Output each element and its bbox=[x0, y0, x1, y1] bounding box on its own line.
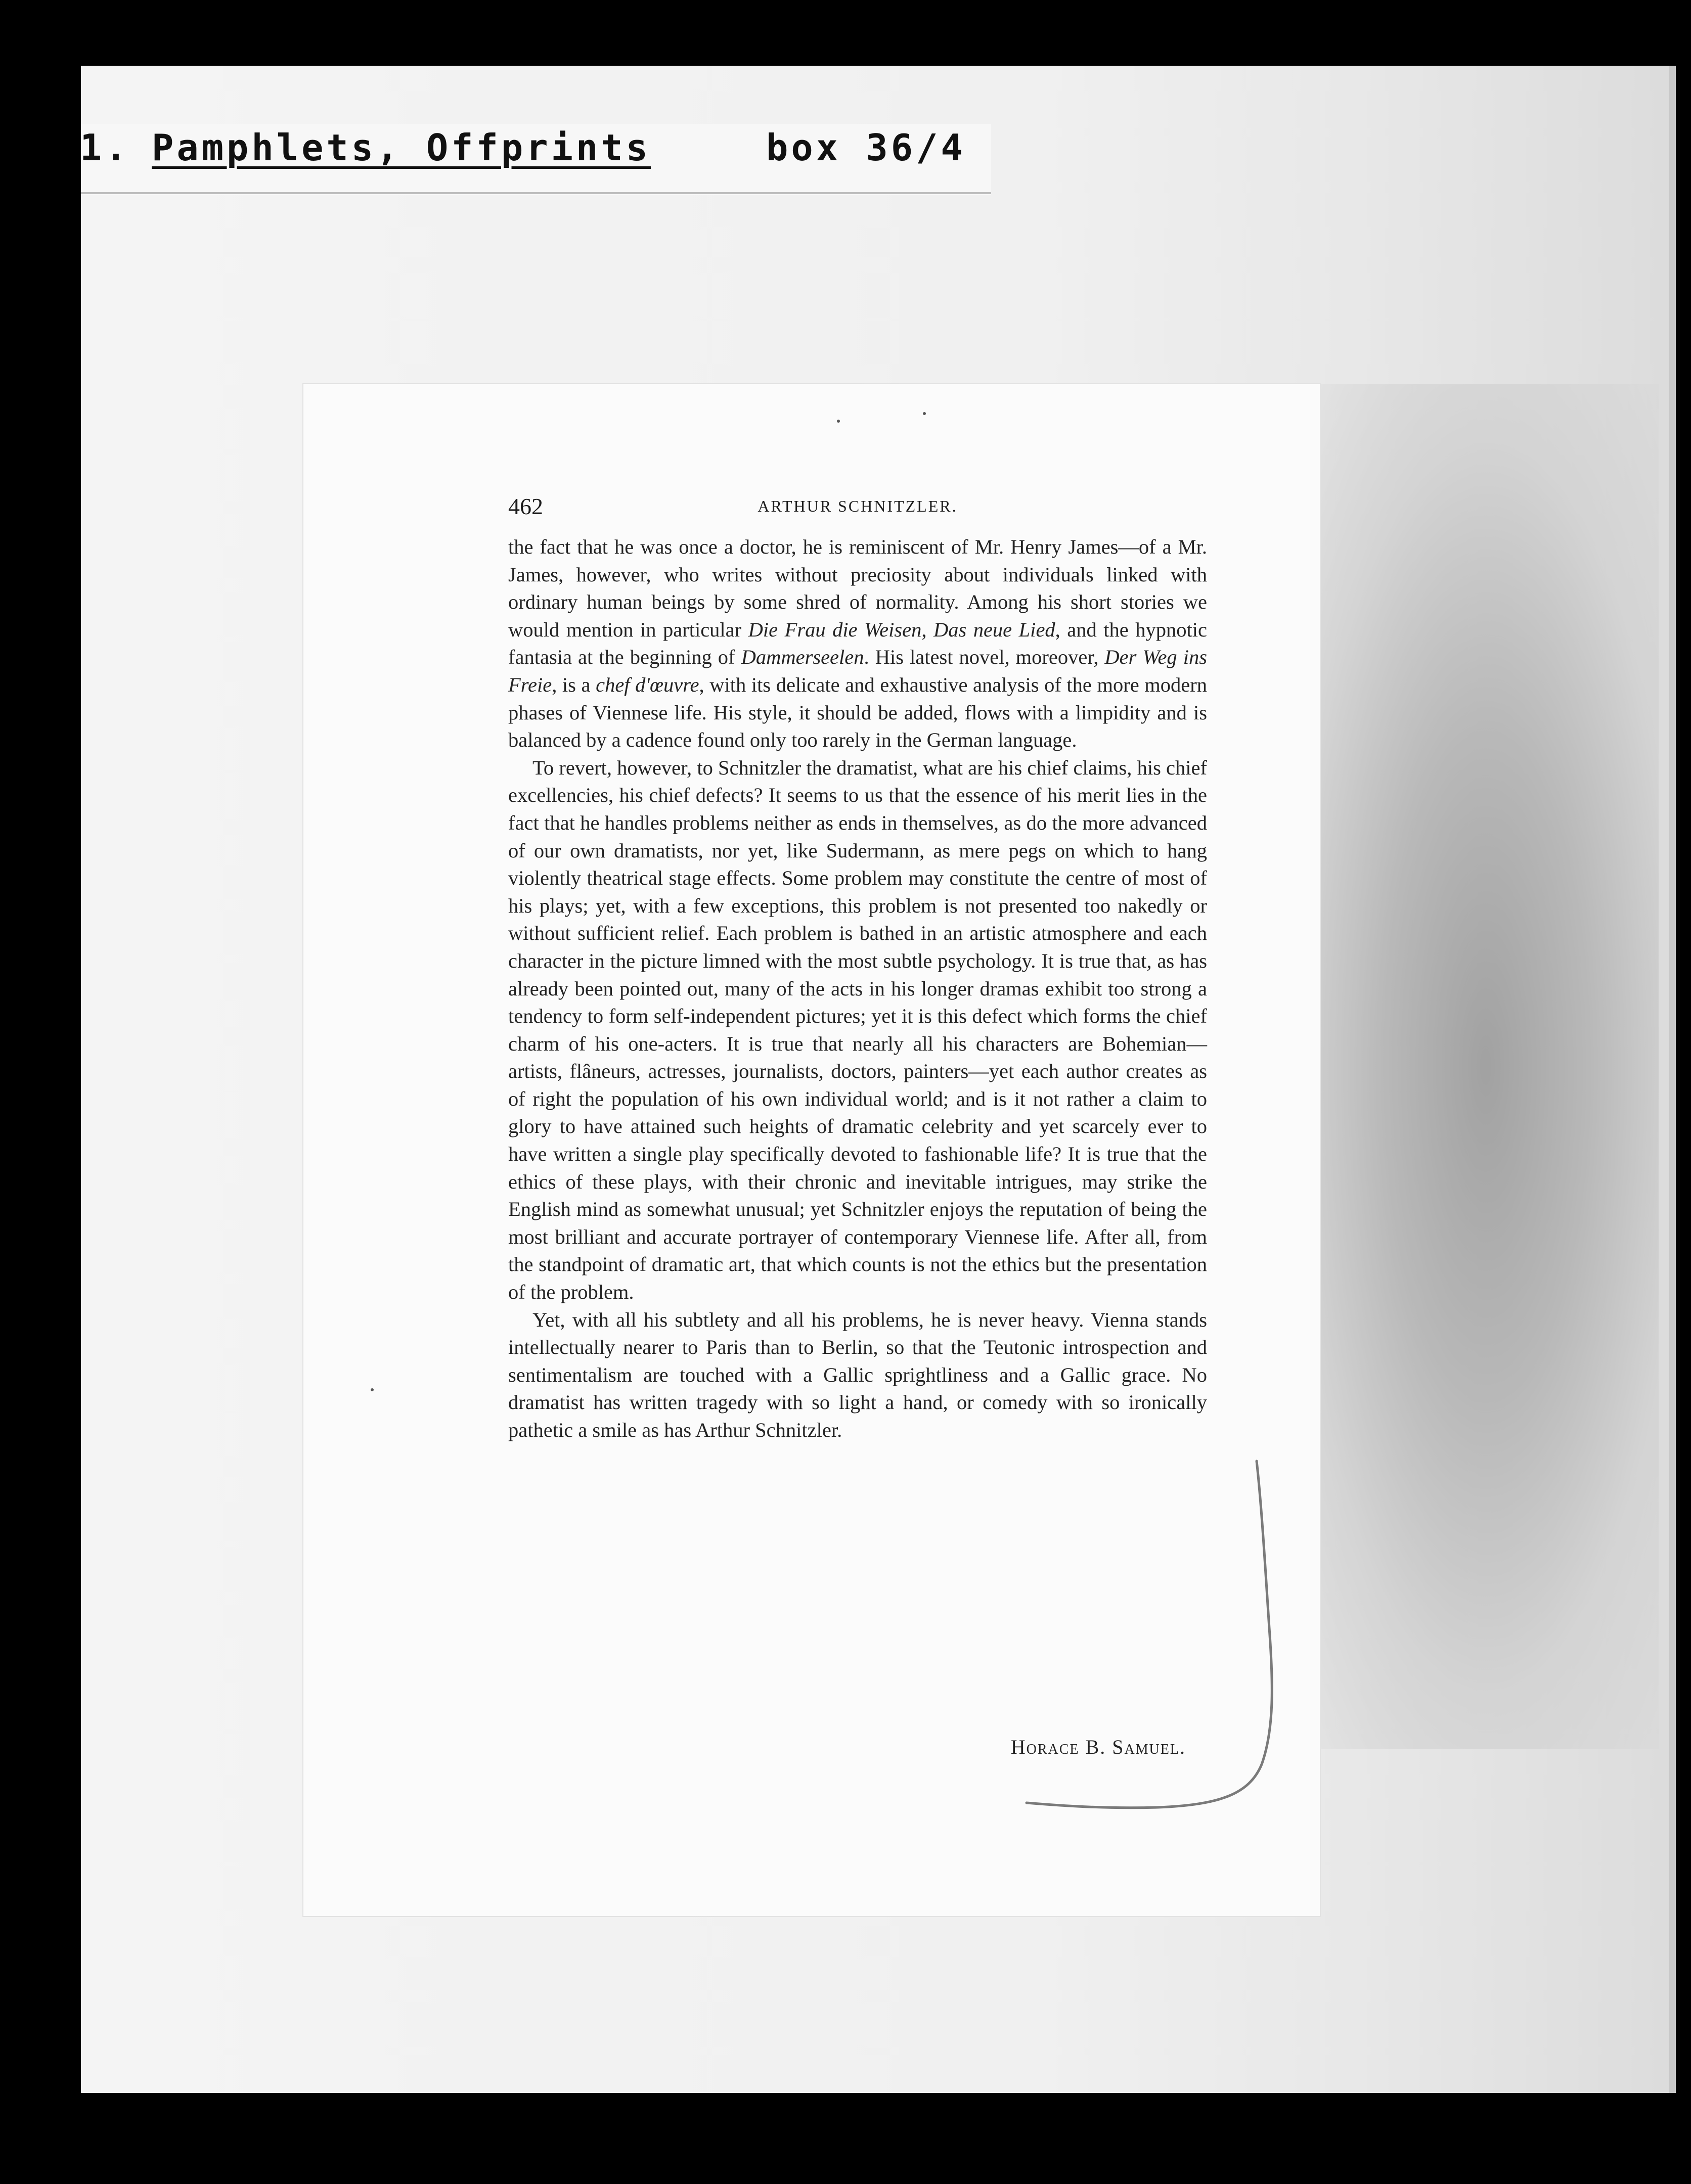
title-der-weg-ins-freie: Der Weg ins Freie bbox=[508, 646, 1207, 696]
dust-speck bbox=[837, 420, 840, 423]
title-die-frau-die-weisen: Die Frau die Weisen bbox=[748, 618, 922, 641]
text-run: , with its delicate and exhaustive analysis of the more modern phases of Viennese life. His style, it should be added, flows with a limpidity and is balanced by a cadence found only too rarely in the German language. bbox=[508, 673, 1208, 752]
dust-speck bbox=[923, 412, 926, 415]
paragraph-3: Yet, with all his subtlety and all his problems, he is never heavy. Vienna stands intellectually nearer to Paris than to Berlin, so that the Teutonic introspection and sentimentalism are touched with a Gallic sprightliness and a Gallic grace. No dramatist has written tragedy with so light a hand, or comedy with so ironically pathetic a smile as has Arthur Schnitzler. bbox=[508, 1308, 1207, 1441]
running-head: ARTHUR SCHNITZLER. bbox=[758, 497, 958, 515]
folder-label-box: box 36/4 bbox=[766, 126, 966, 169]
page-header bbox=[508, 493, 1207, 518]
text-run: , bbox=[921, 618, 933, 641]
paragraph-2: To revert, however, to Schnitzler the dramatist, what are his chief claims, his chief excellencies, his chief defects? It seems to us that the essence of his merit lies in the fact that he handles problems neither as ends in themselves, as do the more advanced of our own dramatists, nor yet, like Sudermann, as mere pegs on which to hang violently theatrical stage effects. Some problem may constitute the centre of most of his plays; yet, with a few exceptions, this problem is not presented too nakedly or without sufficient relief. Each problem is bathed in an artistic atmosphere and each character in the picture limned with the most subtle psychology. It is true that, as has already been pointed out, many of the acts in his longer dramas exhibit too strong a tendency to form self-independent pictures; yet it is this defect which forms the chief charm of his one-acters. It is true that nearly all his characters are Bohemian—artists, flâneurs, actresses, journalists, doctors, painters—yet each author creates as of right the population of his own individual world; and is it not rather a claim to glory to have attained such heights of dramatic celebrity and yet scarcely ever to have written a single play specifically devoted to fashionable life? It is true that the ethics of these plays, with their chronic and inevitable intrigues, may strike the English mind as somewhat unusual; yet Schnitzler enjoys the reputation of being the most brilliant and accurate portrayer of contemporary Viennese life. After all, from the standpoint of dramatic art, that which counts is not the ethics but the presentation of the problem. bbox=[508, 756, 1207, 1304]
text-run: , is a bbox=[552, 673, 596, 696]
folder-label-rule bbox=[81, 192, 991, 194]
pencil-bracket-mark bbox=[1006, 1446, 1289, 1830]
page-number: 462 bbox=[508, 493, 543, 519]
title-das-neue-lied: Das neue Lied bbox=[933, 618, 1055, 641]
folder-label-category: Pamphlets, Offprints bbox=[152, 126, 651, 169]
article-body bbox=[508, 533, 1207, 1444]
dust-speck bbox=[371, 1388, 374, 1391]
title-dammerseelen: Dammerseelen bbox=[741, 646, 864, 669]
text-run: , and the hypnotic fantasia at the beginning of bbox=[508, 618, 1207, 669]
text-run: the fact that he was once a doctor, he is reminiscent of Mr. Henry James—of a Mr. James, however, who writes without preciosity about individuals linked with ordinary human beings by some shred of normality. Among his short stories we would mention in particular bbox=[508, 535, 1207, 641]
folder-label-number: 1. bbox=[80, 126, 130, 169]
folder-stain bbox=[1274, 384, 1659, 1749]
paragraph-1 bbox=[508, 533, 1207, 754]
author-signature: Horace B. Samuel. bbox=[1010, 1736, 1186, 1758]
phrase-chef-d-oeuvre: chef d'œuvre bbox=[596, 673, 699, 696]
text-run: . His latest novel, moreover, bbox=[864, 646, 1105, 669]
